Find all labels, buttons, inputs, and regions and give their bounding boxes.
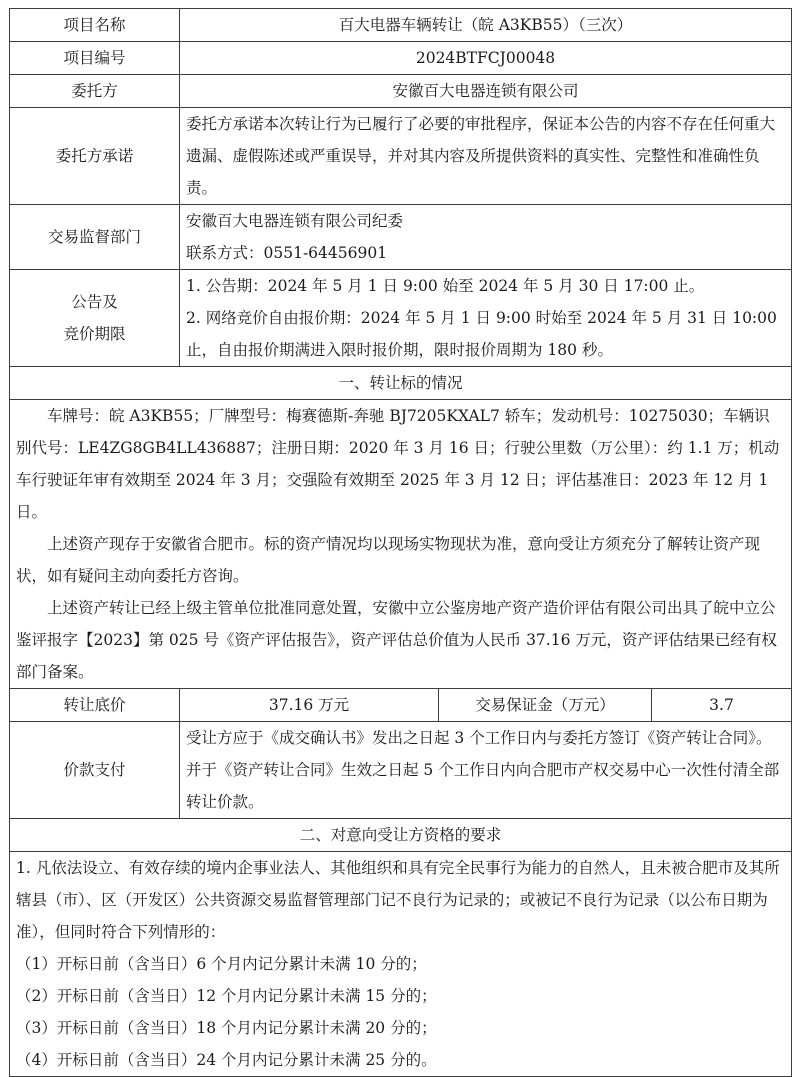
deposit-label: 交易保证金（万元） xyxy=(439,689,652,722)
project-name-label: 项目名称 xyxy=(10,9,180,42)
row-principal-commitment xyxy=(10,108,792,205)
eligibility-item: （3）开标日前（含当日）18 个月内记分累计未满 20 分的； xyxy=(16,1019,437,1037)
eligibility-item: （4）开标日前（含当日）24 个月内记分累计未满 25 分的。 xyxy=(16,1051,437,1069)
announcement-table xyxy=(9,8,792,1077)
eligibility-item: （1）开标日前（含当日）6 个月内记分累计未满 10 分的； xyxy=(16,955,427,973)
supervision-dept-value xyxy=(180,205,792,270)
base-price-label: 转让底价 xyxy=(10,689,180,722)
supervision-dept-contact: 联系方式：0551-64456901 xyxy=(186,244,388,262)
section-1-body xyxy=(10,400,792,689)
section-1-title: 一、转让标的情况 xyxy=(10,367,792,400)
row-payment xyxy=(10,722,792,819)
row-project-name xyxy=(10,9,792,42)
asset-valuation-paragraph: 上述资产转让已经上级主管单位批准同意处置，安徽中立公鉴房地产资产造价评估有限公司出具了皖中立公鉴评报字【2023】第 025 号《资产评估报告》，资产评估总价值为人民币 37.16 万元，资产评估结果已经有权部门备案。 xyxy=(16,599,777,681)
announcement-period-item: 1. 公告期：2024 年 5 月 1 日 9:00 始至 2024 年 5 月 30 日 17:00 止。 xyxy=(186,277,705,295)
project-code-label: 项目编号 xyxy=(10,42,180,75)
row-supervision-dept xyxy=(10,205,792,270)
payment-label: 价款支付 xyxy=(10,722,180,819)
section-1-body-row xyxy=(10,400,792,689)
announcement-period-label-line-1: 公告及 xyxy=(71,293,118,311)
eligibility-item: （2）开标日前（含当日）12 个月内记分累计未满 15 分的； xyxy=(16,987,437,1005)
announcement-period-value xyxy=(180,270,792,367)
announcement-document xyxy=(9,8,791,1077)
row-project-code xyxy=(10,42,792,75)
principal-commitment-value: 委托方承诺本次转让行为已履行了必要的审批程序，保证本公告的内容不存在任何重大遗漏、虚假陈述或严重误导，并对其内容及所提供资料的真实性、完整性和准确性负责。 xyxy=(180,108,792,205)
row-announcement-period xyxy=(10,270,792,367)
row-principal xyxy=(10,75,792,108)
announcement-period-label-line-2: 竞价期限 xyxy=(63,325,126,343)
row-price xyxy=(10,689,792,722)
principal-value: 安徽百大电器连锁有限公司 xyxy=(180,75,792,108)
vehicle-details-paragraph: 车牌号：皖 A3KB55；厂牌型号：梅赛德斯-奔驰 BJ7205KXAL7 轿车；发动机号：10275030；车辆识别代号：LE4ZG8GB4LL436887；注册日期：2020 年 3 月 16 日；行驶公里数（万公里）：约 1.1 万；机动车行驶证年审有效期至 2024 年 3 月；交强险有效期至 2025 年 3 月 12 日；评估基准日：2023 年 12 月 1 日。 xyxy=(16,407,780,521)
payment-value: 受让方应于《成交确认书》发出之日起 3 个工作日内与委托方签订《资产转让合同》。并于《资产转让合同》生效之日起 5 个工作日内向合肥市产权交易中心一次性付清全部转让价款。 xyxy=(180,722,792,819)
base-price-value: 37.16 万元 xyxy=(180,689,439,722)
section-2-title: 二、对意向受让方资格的要求 xyxy=(10,819,792,852)
principal-commitment-label: 委托方承诺 xyxy=(10,108,180,205)
section-2-body-row xyxy=(10,852,792,1077)
project-code-value: 2024BTFCJ00048 xyxy=(180,42,792,75)
section-2-body xyxy=(10,852,792,1077)
announcement-period-item: 2. 网络竞价自由报价期：2024 年 5 月 1 日 9:00 时始至 2024 年 5 月 31 日 10:00 止，自由报价期满进入限时报价期，限时报价周期为 180 秒。 xyxy=(186,309,777,359)
project-name-value: 百大电器车辆转让（皖 A3KB55）（三次） xyxy=(180,9,792,42)
eligibility-intro: 1. 凡依法设立、有效存续的境内企事业法人、其他组织和具有完全民事行为能力的自然人，且未被合肥市及其所辖县（市）、区（开发区）公共资源交易监督管理部门记不良行为记录的；或被记不良行为记录（以公布日期为准），但同时符合下列情形的： xyxy=(16,859,780,941)
deposit-value: 3.7 xyxy=(652,689,792,722)
announcement-period-label xyxy=(10,270,180,367)
section-1-header-row xyxy=(10,367,792,400)
supervision-dept-name: 安徽百大电器连锁有限公司纪委 xyxy=(186,212,404,230)
asset-location-paragraph: 上述资产现存于安徽省合肥市。标的资产情况均以现场实物现状为准，意向受让方须充分了解转让资产现状，如有疑问主动向委托方咨询。 xyxy=(16,535,761,585)
supervision-dept-label: 交易监督部门 xyxy=(10,205,180,270)
principal-label: 委托方 xyxy=(10,75,180,108)
section-2-header-row xyxy=(10,819,792,852)
